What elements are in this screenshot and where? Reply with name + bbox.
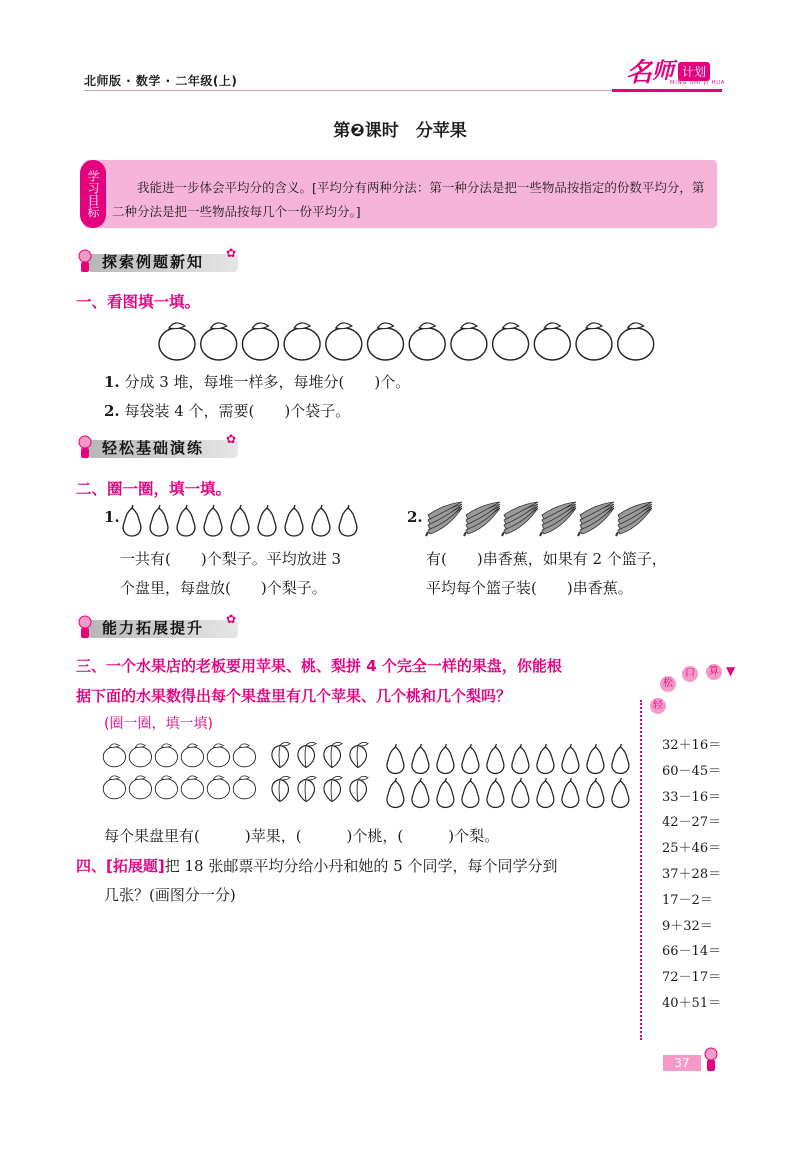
header-book-info: 北师版 · 数学 · 二年级(上): [84, 74, 238, 88]
fruit-group: [100, 740, 640, 814]
oral-calc-item: 17－2＝: [662, 892, 713, 908]
apple-icon: [409, 323, 445, 360]
pear-icon: [412, 744, 429, 773]
pear-icon: [123, 505, 141, 536]
banana-icon: [578, 502, 614, 536]
apple-row: [155, 318, 655, 362]
girl-icon: [74, 614, 96, 640]
oral-calc-item: 40＋51＝: [662, 996, 722, 1011]
banana-icon: [464, 502, 500, 536]
pear-icon: [258, 505, 276, 536]
brand-logo: [626, 52, 726, 92]
q4-line1: [76, 855, 557, 876]
q2-sub1-line2: 个盘里，每盘放( )个梨子。: [120, 579, 327, 597]
apple-icon: [207, 744, 229, 767]
pear-icon: [537, 778, 554, 807]
pear-icon: [512, 744, 529, 773]
pear-icon: [150, 505, 168, 536]
q4-tag: [拓展题]: [106, 857, 165, 875]
oral-calc-item: 37＋28＝: [662, 867, 722, 882]
q2-sub1-line1: 一共有( )个梨子。平均放进 3: [120, 550, 342, 568]
apple-icon: [207, 776, 229, 799]
pear-icon: [312, 505, 330, 536]
banana-icon: [540, 502, 576, 536]
pear-icon: [562, 744, 579, 773]
girl-icon: [74, 434, 96, 460]
q3-answer: 每个果盘里有( )苹果，( )个桃，( )个梨。: [104, 827, 500, 845]
brand-box: 计划: [678, 62, 710, 81]
apple-icon: [181, 776, 203, 799]
peach-icon: [272, 776, 290, 801]
q4-line2: 几张？(画图分一分): [104, 886, 236, 904]
calc-title-char: 口: [682, 666, 698, 682]
pear-icon: [512, 778, 529, 807]
q3-hint: (圈一圈，填一填): [104, 716, 213, 732]
girl-icon: [74, 248, 96, 274]
apple-icon: [159, 323, 195, 360]
oral-calc-item: 60－45＝: [662, 763, 722, 779]
peach-icon: [272, 742, 290, 767]
apple-icon: [493, 323, 529, 360]
section-title: 轻松基础演练: [102, 439, 205, 457]
triangle-icon: ▼: [726, 664, 736, 678]
apple-icon: [242, 323, 278, 360]
q3-line1: 三、一个水果店的老板要用苹果、桃、梨拼 4 个完全一样的果盘，你能根: [76, 657, 562, 675]
pear-icon: [231, 505, 249, 536]
q1-item1-num: 1.: [104, 373, 120, 391]
apple-icon: [129, 776, 151, 799]
flower-icon: ✿: [226, 246, 237, 260]
apple-icon: [103, 776, 125, 799]
calc-title-char: 算: [706, 664, 722, 680]
pear-icon: [177, 505, 195, 536]
peach-icon: [350, 742, 368, 767]
pear-icon: [612, 744, 629, 773]
pear-icon: [487, 744, 504, 773]
oral-calc-item: 9＋32＝: [662, 918, 713, 934]
peach-icon: [324, 776, 342, 801]
oral-calc-item: 32＋16＝: [662, 738, 722, 753]
apple-icon: [618, 323, 654, 360]
pear-icon: [387, 744, 404, 773]
pear-row: [118, 504, 368, 538]
oral-calc-title: [650, 660, 760, 710]
pear-icon: [587, 744, 604, 773]
brand-char-2: 师: [652, 59, 675, 84]
q2-sub1-num: 1.: [104, 508, 120, 526]
q4-text: 把 18 张邮票平均分给小丹和她的 5 个同学，每个同学分到: [164, 857, 558, 875]
pear-icon: [462, 744, 479, 773]
q1-item2: [104, 400, 350, 421]
flower-icon: ✿: [226, 432, 237, 446]
q1-item2-num: 2.: [104, 402, 120, 420]
q1-item2-text: 每袋装 4 个，需要( )个袋子。: [124, 402, 351, 420]
peach-icon: [350, 776, 368, 801]
brand-char-1: 名: [626, 58, 653, 88]
calc-divider: [640, 700, 643, 1040]
q1-title: 一、看图填一填。: [76, 293, 201, 311]
peach-icon: [298, 742, 316, 767]
q1-item1: [104, 371, 410, 392]
apple-icon: [368, 323, 404, 360]
pear-icon: [437, 778, 454, 807]
apple-icon: [155, 744, 177, 767]
girl-mascot-icon: [700, 1046, 722, 1074]
pear-icon: [612, 778, 629, 807]
pear-icon: [204, 505, 222, 536]
section-title: 探索例题新知: [102, 253, 205, 271]
page-number: 37: [663, 1055, 701, 1071]
section-title: 能力拓展提升: [102, 619, 205, 637]
pear-icon: [387, 778, 404, 807]
pear-icon: [437, 744, 454, 773]
q2-sub2-num: 2.: [407, 508, 423, 526]
q2-sub2-line1: 有( )串香蕉，如果有 2 个篮子，: [426, 550, 667, 568]
oral-calc-item: 25＋46＝: [662, 841, 722, 857]
apple-icon: [534, 323, 570, 360]
oral-calc-item: 42－27＝: [662, 815, 722, 831]
objective-text: 我能进一步体会平均分的含义。[平均分有两种分法：第一种分法是把一些物品按指定的份数平均分，第二种分法是把一些物品按每几个一份平均分。]: [112, 180, 705, 219]
oral-calc-item: 66－14＝: [662, 944, 722, 960]
q2-title: 二、圈一圈，填一填。: [76, 480, 232, 498]
lesson-title: 第❷课时 分苹果: [333, 121, 467, 141]
objective-tab: 学习目标: [80, 160, 106, 228]
pear-icon: [339, 505, 357, 536]
pear-icon: [462, 778, 479, 807]
apple-icon: [155, 776, 177, 799]
apple-icon: [284, 323, 320, 360]
q1-item1-text: 分成 3 堆，每堆一样多，每堆分( )个。: [124, 373, 411, 391]
pear-icon: [537, 744, 554, 773]
apple-icon: [181, 744, 203, 767]
banana-row: [424, 500, 654, 540]
apple-icon: [103, 744, 125, 767]
q3-line2: 据下面的水果数得出每个果盘里有几个苹果、几个桃和几个梨吗？: [76, 687, 512, 705]
q4-prefix: 四、: [76, 857, 107, 875]
flower-icon: ✿: [226, 612, 237, 626]
apple-icon: [233, 744, 255, 767]
banana-icon: [616, 502, 652, 536]
apple-icon: [129, 744, 151, 767]
calc-title-char: 轻: [650, 698, 666, 714]
oral-calc-item: 72－17＝: [662, 970, 722, 986]
brand-pinyin: MING SHI JI HUA: [670, 80, 726, 86]
calc-title-char: 松: [660, 676, 676, 692]
section-basic: [70, 434, 240, 462]
apple-icon: [326, 323, 362, 360]
apple-icon: [233, 776, 255, 799]
banana-icon: [426, 502, 462, 536]
pear-icon: [587, 778, 604, 807]
peach-icon: [298, 776, 316, 801]
banana-icon: [502, 502, 538, 536]
apple-icon: [451, 323, 487, 360]
apple-icon: [201, 323, 237, 360]
peach-icon: [324, 742, 342, 767]
pear-icon: [487, 778, 504, 807]
apple-icon: [576, 323, 612, 360]
header-divider: [84, 90, 640, 91]
section-explore: [70, 248, 240, 276]
pear-icon: [412, 778, 429, 807]
section-extend: [70, 614, 240, 642]
pear-icon: [285, 505, 303, 536]
q2-sub2-line2: 平均每个篮子装( )串香蕉。: [426, 579, 633, 597]
oral-calc-item: 33－16＝: [662, 789, 722, 805]
pear-icon: [562, 778, 579, 807]
